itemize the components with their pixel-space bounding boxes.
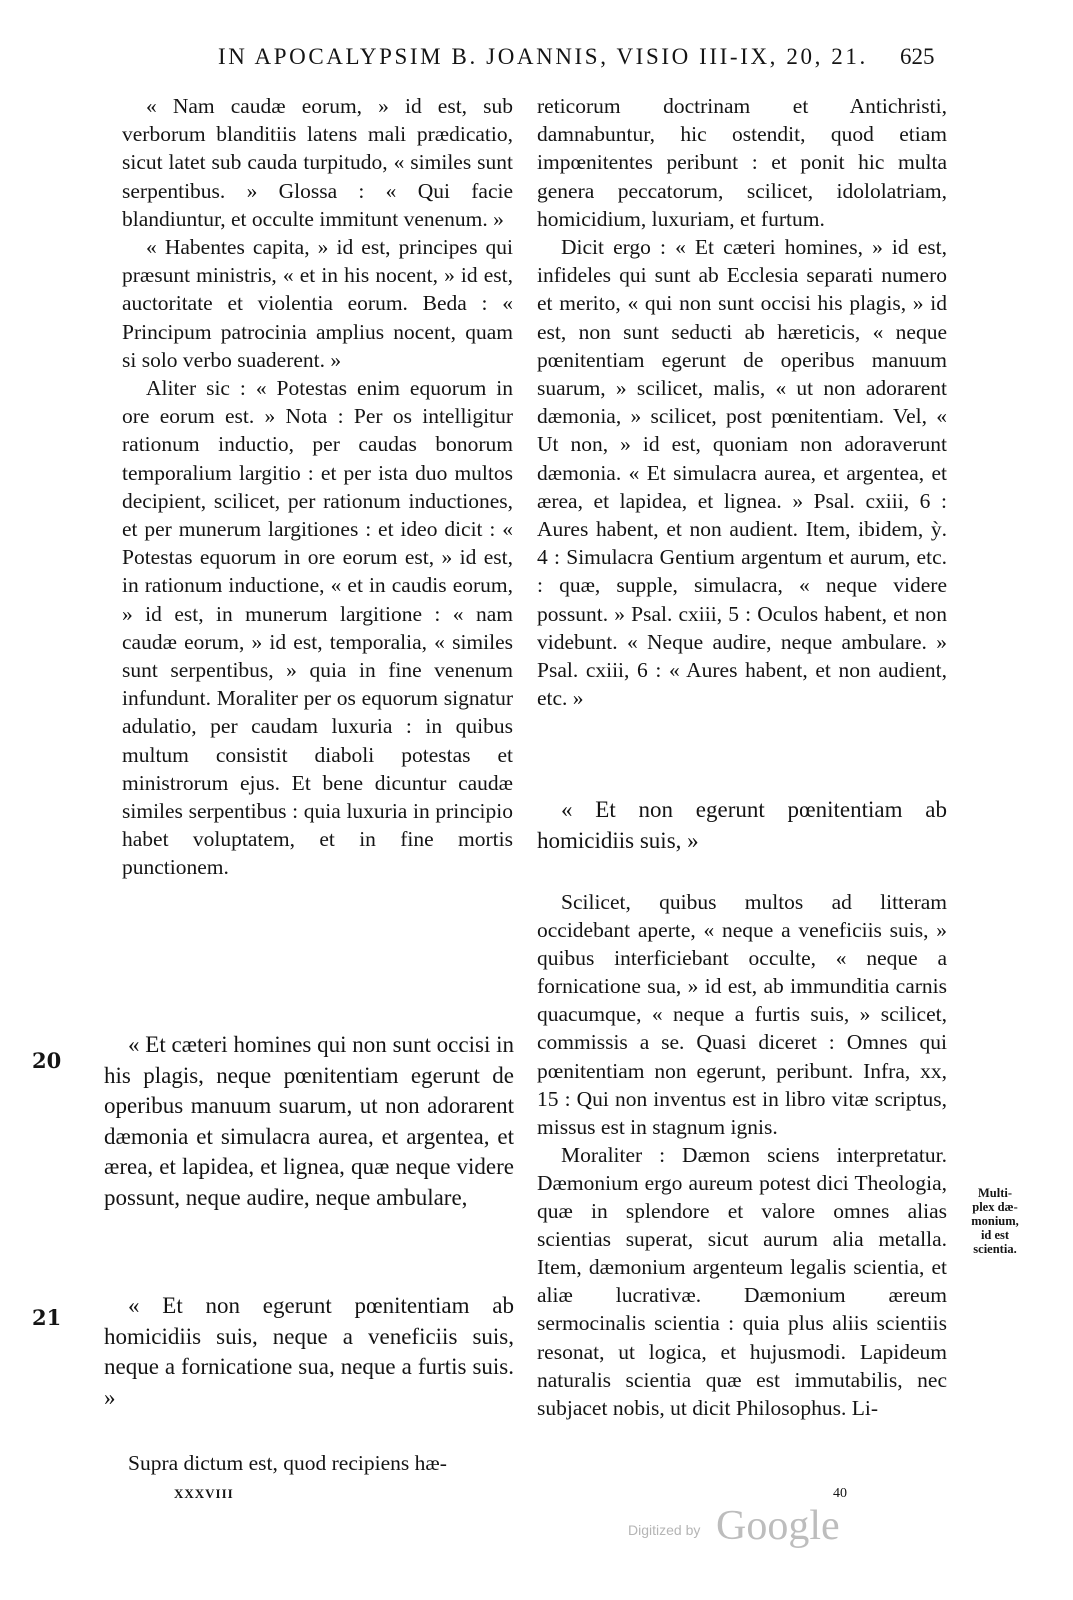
margin-note-line: id est (980, 1228, 1010, 1242)
paragraph: « Nam caudæ eorum, » id est, sub verborum blanditiis latens mali prædicatio, sicut latet sub cauda turpitudo, « similes sunt serpentibus. » Glossa : « Qui facie blandiuntur, et occulte immitunt venenum. » (122, 94, 513, 231)
running-head: IN APOCALYPSIM B. JOANNIS, VISIO III-IX, 20, 21. (218, 44, 868, 69)
commentary-continuation: Supra dictum est, quod recipiens hæ- (128, 1451, 447, 1475)
google-logo: Google (716, 1503, 840, 1549)
verse-text: « Et cæteri homines qui non sunt occisi in his plagis, neque pœnitentiam egerunt de operibus manuum suarum, ut non adorarent dæmonia et simulacra aurea, et argentea, et ærea, et lapidea, et lignea, quæ neque videre possunt, neque audire, neque ambulare, (104, 1032, 514, 1210)
signature-mark: XXXVIII (174, 1486, 234, 1501)
verse-20 (104, 1030, 514, 1213)
paragraph: Dicit ergo : « Et cæteri homines, » id est, infideles qui sunt ab Ecclesia separati numero et merito, « qui non sunt occisi his plagis, » id est, non sunt seducti ab hæreticis, « neque pœnitentiam egerunt de operibus manuum suarum, » scilicet, malis, « ut non adorarent dæmonia, » scilicet, post pœnitentiam. Vel, « Ut non, » id est, quoniam non adoraverunt dæmonia. « Et simulacra aurea, et argentea, et ærea, et lapidea, et lignea. » Psal. cxiii, 6 : Aures habent, et non audient. Item, ibidem, ỳ. 4 : Simulacra Gentium argentum et aurum, etc. : quæ, supple, simulacra, « neque videre possunt. » Psal. cxiii, 5 : Oculos habent, et non videbunt. « Neque audire, neque ambulare. » Psal. cxiii, 6 : « Aures habent, et non audient, etc. » (537, 235, 947, 711)
verse-number-20: 20 (32, 1048, 62, 1073)
margin-note-line: scientia. (973, 1242, 1017, 1256)
paragraph: reticorum doctrinam et Antichristi, damnabuntur, hic ostendit, quod etiam impœnitentes peribunt : et ponit hic multa genera peccatorum, scilicet, idololatriam, homicidium, luxuriam, et furtum. (537, 94, 947, 231)
margin-note-line: plex dæ- (972, 1200, 1018, 1214)
paragraph: « Habentes capita, » id est, principes qui præsunt ministris, « et in his nocent, » id est, auctoritate et violentia eorum. Beda : « Principum patrocinia amplius nocent, quam si solo verbo suaderent. » (122, 235, 513, 372)
paragraph: Aliter sic : « Potestas enim equorum in ore eorum est. » Nota : Per os intelligitur rationum inductio, per caudas bonorum temporalium largitio : et per ista duo multos decipient, scilicet, per rationum inductiones, et per munerum largitiones : et ideo dicit : « Potestas equorum in ore eorum est, » id est, in rationum inductione, « et in caudis eorum, » id est, in munerum largitione : « nam caudæ eorum, » id est, temporalia, « similes sunt serpentibus, » quia in fine venenum infundunt. Moraliter per os equorum signatur adulatio, per caudam luxuria : in quibus multum consistit diaboli potestas et ministrorum ejus. Et bene dicuntur caudæ similes serpentibus : quia luxuria in principio habet voluptatem, et in fine mortis punctionem. (122, 376, 513, 880)
right-column-lower (537, 888, 947, 1422)
page-number: 625 (900, 44, 935, 69)
paragraph: Scilicet, quibus multos ad litteram occidebant aperte, « neque a veneficiis suis, » quibus interficiebant occulte, « neque a fornicatione sua, » id est, ab immunditia carnis quacumque, « neque a furtis suis, » scilicet, commissis a se. Quasi diceret : Omnes qui pœnitentiam non egerunt, peribunt. Infra, xx, 15 : Qui non inventus est in libro vitæ scriptus, missus est in stagnum ignis. (537, 890, 947, 1139)
left-column (122, 92, 513, 882)
digitized-prefix: Digitized by (628, 1522, 701, 1538)
paragraph: Moraliter : Dæmon sciens interpretatur. Dæmonium ergo aureum potest dici Theologia, quæ in splendore et valore omnes alias scientias superat, sicut aurum alia metalla. Item, dæmonium argenteum legalis scientia, et aliæ lucrativæ. Dæmonium æreum sermocinalis scientia : quia plus aliis scientiis resonat, ut logica, et hujusmodi. Lapideum naturalis scientia quæ est immutabilis, nec subjacet nobis, ut dicit Philosophus. Li- (537, 1142, 947, 1420)
right-column (537, 92, 947, 712)
digitized-by-google-watermark (628, 1503, 858, 1549)
verse-number-21: 21 (32, 1305, 62, 1330)
margin-note (955, 1186, 1035, 1256)
lemma-text: « Et non egerunt pœnitentiam ab homicidiis suis, » (537, 797, 947, 853)
verse-text: « Et non egerunt pœnitentiam ab homicidiis suis, neque a veneficiis suis, neque a fornicatione sua, neque a furtis suis. » (104, 1293, 514, 1410)
margin-note-line: Multi- (977, 1186, 1013, 1200)
verse-21 (104, 1291, 514, 1413)
sheet-number: 40 (833, 1486, 847, 1501)
margin-note-line: monium, (971, 1214, 1019, 1228)
page-header (0, 44, 1073, 84)
lemma-quotation (537, 795, 947, 856)
